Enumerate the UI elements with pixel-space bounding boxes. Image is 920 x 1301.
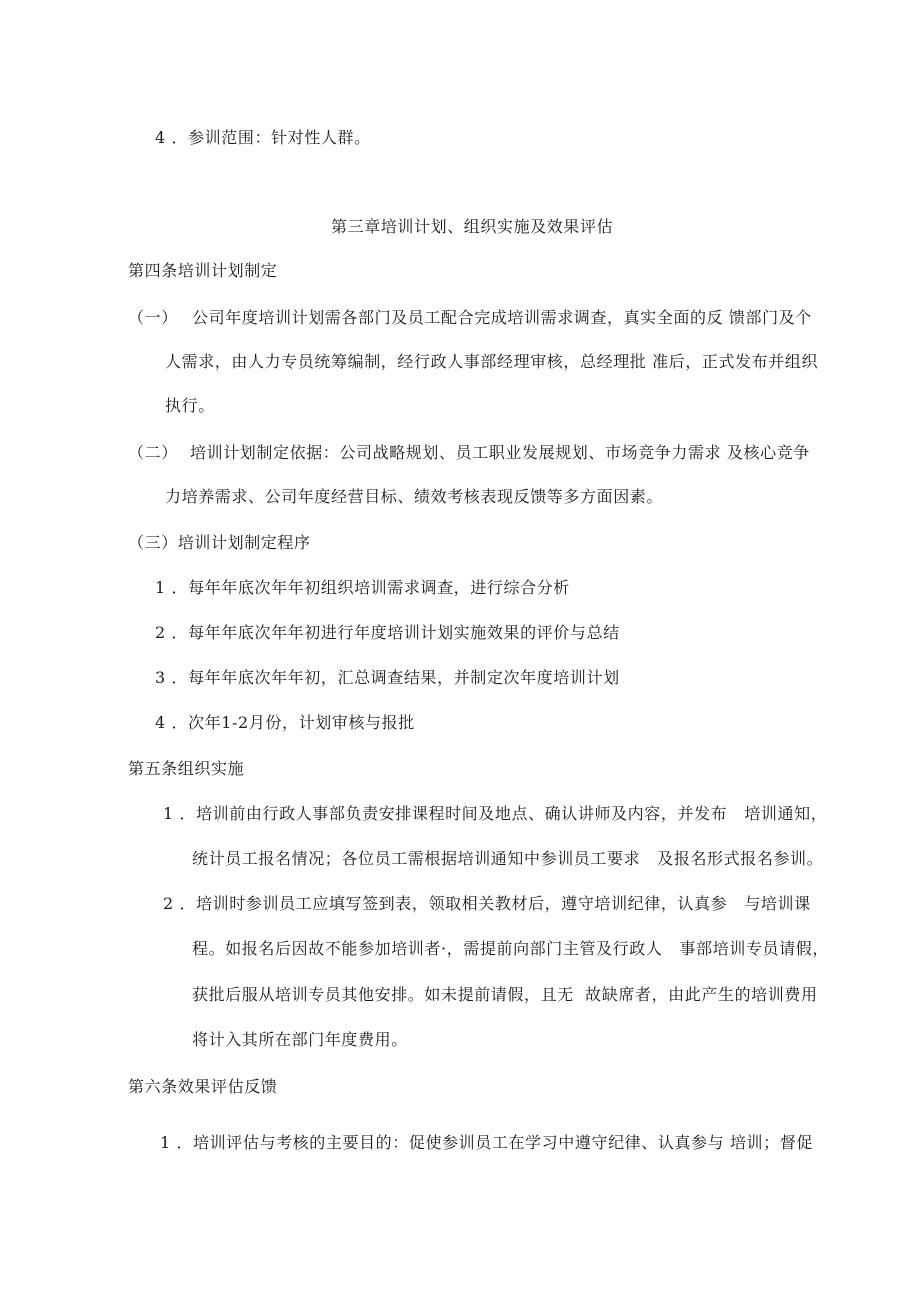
article5-item-1-line: 1 ．培训前由行政人事部负责安排课程时间及地点、确认讲师及内容，并发布 培训通知，: [163, 804, 828, 823]
procedure-step: 2 ．每年年底次年年初进行年度培训计划实施效果的评价与总结: [155, 623, 620, 642]
prev-list-item: 4 ．参训范围：针对性人群。: [155, 128, 371, 147]
chapter-title: 第三章培训计划、组织实施及效果评估: [331, 217, 614, 236]
article5-item-2-line: 将计入其所在部门年度费用。: [192, 1030, 408, 1049]
article5-item-2-line: 获批后服从培训专员其他安排。如未提前请假，且无 故缺席者，由此产生的培训费用: [192, 985, 818, 1004]
section-1-line: 执行。: [165, 396, 215, 415]
section-label-1: （一）: [128, 308, 178, 327]
article5-item-1-line: 统计员工报名情况；各位员工需根据培训通知中参训员工要求 及报名形式报名参训。: [192, 849, 824, 868]
section-2-line: 培训计划制定依据：公司战略规划、员工职业发展规划、市场竞争力需求 及核心竞争: [190, 443, 810, 462]
procedure-step: 1 ．每年年底次年年初组织培训需求调查，进行综合分析: [155, 578, 570, 597]
procedure-step: 3 ．每年年底次年年初，汇总调查结果，并制定次年度培训计划: [155, 668, 620, 687]
section-label-2: （二）: [128, 443, 178, 462]
article5-item-2-line: 2 ．培训时参训员工应填写签到表，领取相关教材后，遵守培训纪律，认真参 与培训课: [163, 894, 811, 913]
section-2-line: 力培养需求、公司年度经营目标、绩效考核表现反馈等多方面因素。: [165, 487, 664, 506]
article4-heading: 第四条培训计划制定: [128, 261, 278, 280]
article5-heading: 第五条组织实施: [128, 759, 245, 778]
article6-item-1-line: 1 ．培训评估与考核的主要目的：促使参训员工在学习中遵守纪律、认真参与 培训；督促: [160, 1133, 813, 1152]
article6-heading: 第六条效果评估反馈: [128, 1077, 278, 1096]
article5-item-2-line: 程。如报名后因故不能参加培训者·，需提前向部门主管及行政人 事部培训专员请假，: [192, 939, 829, 958]
procedure-step: 4 ．次年1-2月份，计划审核与报批: [155, 713, 415, 732]
section-1-line: 公司年度培训计划需各部门及员工配合完成培训需求调查，真实全面的反 馈部门及个: [192, 308, 812, 327]
section-3-title: （三）培训计划制定程序: [128, 533, 311, 552]
section-1-line: 人需求，由人力专员统筹编制，经行政人事部经理审核，总经理批 准后，正式发布并组织: [165, 352, 819, 371]
